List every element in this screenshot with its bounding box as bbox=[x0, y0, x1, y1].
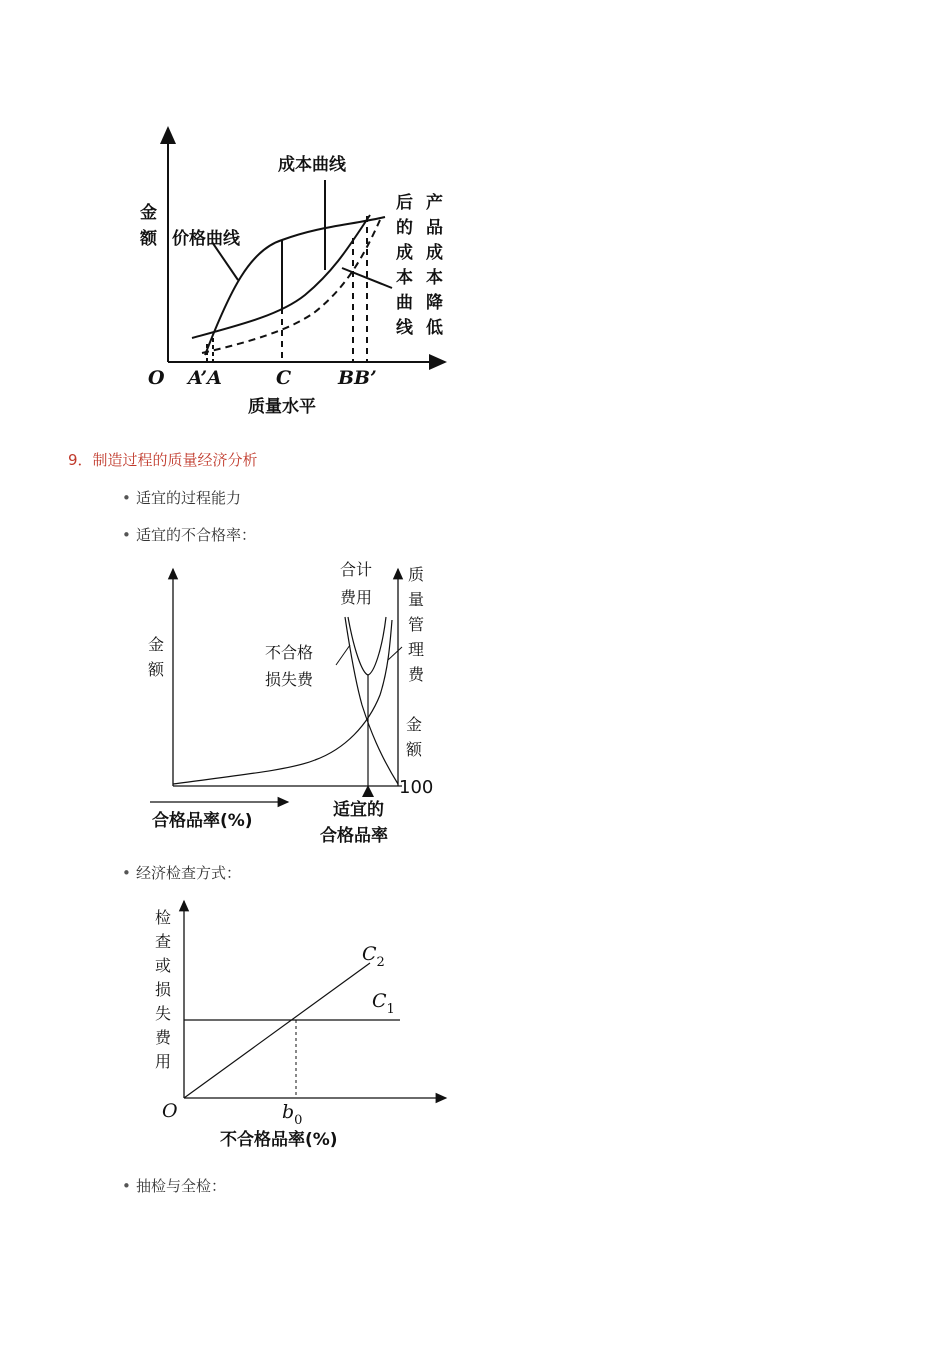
bullet-icon: • bbox=[122, 489, 131, 507]
svg-text:损: 损 bbox=[155, 980, 172, 999]
svg-text:低: 低 bbox=[426, 318, 443, 338]
y-axis-label-2: 额 bbox=[140, 229, 157, 249]
svg-text:品: 品 bbox=[426, 218, 443, 238]
right-axis-label-1: 金 bbox=[406, 715, 423, 734]
section-heading bbox=[68, 449, 258, 470]
optimum-label-2: 合格品率 bbox=[320, 826, 388, 846]
defect-loss-label-2: 损失费 bbox=[265, 670, 314, 689]
bullet-icon: • bbox=[122, 1177, 131, 1195]
svg-text:用: 用 bbox=[155, 1052, 172, 1071]
b0-label: $b_0$ bbox=[282, 1101, 303, 1128]
optimum-marker-icon bbox=[362, 785, 374, 797]
svg-text:本: 本 bbox=[426, 268, 443, 288]
svg-text:线: 线 bbox=[396, 318, 413, 338]
svg-text:曲: 曲 bbox=[396, 293, 413, 313]
right-tick-100: 100 bbox=[399, 777, 434, 798]
svg-text:管: 管 bbox=[408, 615, 425, 634]
x-tick-a: A’A bbox=[188, 367, 222, 389]
svg-text:检: 检 bbox=[155, 908, 172, 927]
y-axis-label-2: 额 bbox=[148, 660, 165, 679]
defect-loss-label-1: 不合格 bbox=[265, 643, 314, 662]
mgmt-cost-label bbox=[408, 565, 425, 684]
right-axis-label-2: 额 bbox=[406, 740, 423, 759]
mgmt-leader bbox=[388, 647, 402, 660]
x-axis-label: 合格品率(%) bbox=[152, 811, 253, 831]
list-item: • 适宜的不合格率： bbox=[122, 526, 257, 544]
svg-text:的: 的 bbox=[396, 218, 413, 238]
x-axis-label: 不合格品率(%) bbox=[220, 1130, 338, 1150]
y-axis-label-1: 金 bbox=[148, 635, 165, 654]
section-title: 制造过程的质量经济分析 bbox=[92, 451, 258, 469]
list-item: • 适宜的过程能力 bbox=[122, 489, 242, 507]
defect-loss-leader bbox=[336, 645, 350, 665]
svg-text:失: 失 bbox=[155, 1004, 172, 1023]
total-cost-label-1: 合计 bbox=[340, 560, 373, 579]
svg-text:后: 后 bbox=[396, 193, 413, 213]
x-axis-label: 质量水平 bbox=[248, 397, 316, 417]
svg-text:质: 质 bbox=[408, 565, 425, 584]
svg-text:或: 或 bbox=[155, 956, 172, 975]
price-curve-label: 价格曲线 bbox=[172, 229, 240, 249]
origin-label: O bbox=[148, 367, 165, 389]
annotation-col-2 bbox=[426, 192, 443, 338]
origin-label: O bbox=[162, 1100, 178, 1122]
quality-level-cost-figure bbox=[130, 120, 460, 430]
total-cost-label-2: 费用 bbox=[340, 588, 373, 607]
list-item: • 经济检查方式： bbox=[122, 864, 242, 882]
bullet-icon: • bbox=[122, 526, 131, 544]
svg-text:降: 降 bbox=[426, 293, 443, 313]
optimum-label-1: 适宜的 bbox=[333, 800, 384, 820]
svg-text:查: 查 bbox=[155, 932, 172, 951]
annotation-col-1 bbox=[396, 192, 414, 338]
svg-text:费: 费 bbox=[408, 665, 425, 684]
svg-text:费: 费 bbox=[155, 1028, 172, 1047]
svg-text:产: 产 bbox=[426, 193, 443, 213]
y-axis-label bbox=[155, 908, 172, 1071]
c1-label: $C_1$ bbox=[372, 990, 395, 1017]
cost-curve-label: 成本曲线 bbox=[278, 155, 346, 175]
inspection-cost-figure bbox=[148, 895, 453, 1155]
bullet-icon: • bbox=[122, 864, 131, 882]
svg-text:成: 成 bbox=[426, 243, 443, 263]
x-tick-b: BB’ bbox=[338, 367, 377, 389]
svg-text:本: 本 bbox=[396, 268, 413, 288]
x-tick-c: C bbox=[276, 367, 292, 389]
c2-line bbox=[184, 963, 370, 1098]
defect-rate-cost-figure bbox=[140, 555, 440, 855]
svg-text:成: 成 bbox=[396, 243, 413, 263]
c2-label: $C_2$ bbox=[362, 943, 385, 970]
svg-text:量: 量 bbox=[408, 590, 425, 609]
section-number: 9． bbox=[68, 451, 93, 469]
y-axis-label-1: 金 bbox=[140, 203, 157, 223]
list-item: • 抽检与全检： bbox=[122, 1177, 227, 1195]
svg-text:理: 理 bbox=[408, 640, 425, 659]
